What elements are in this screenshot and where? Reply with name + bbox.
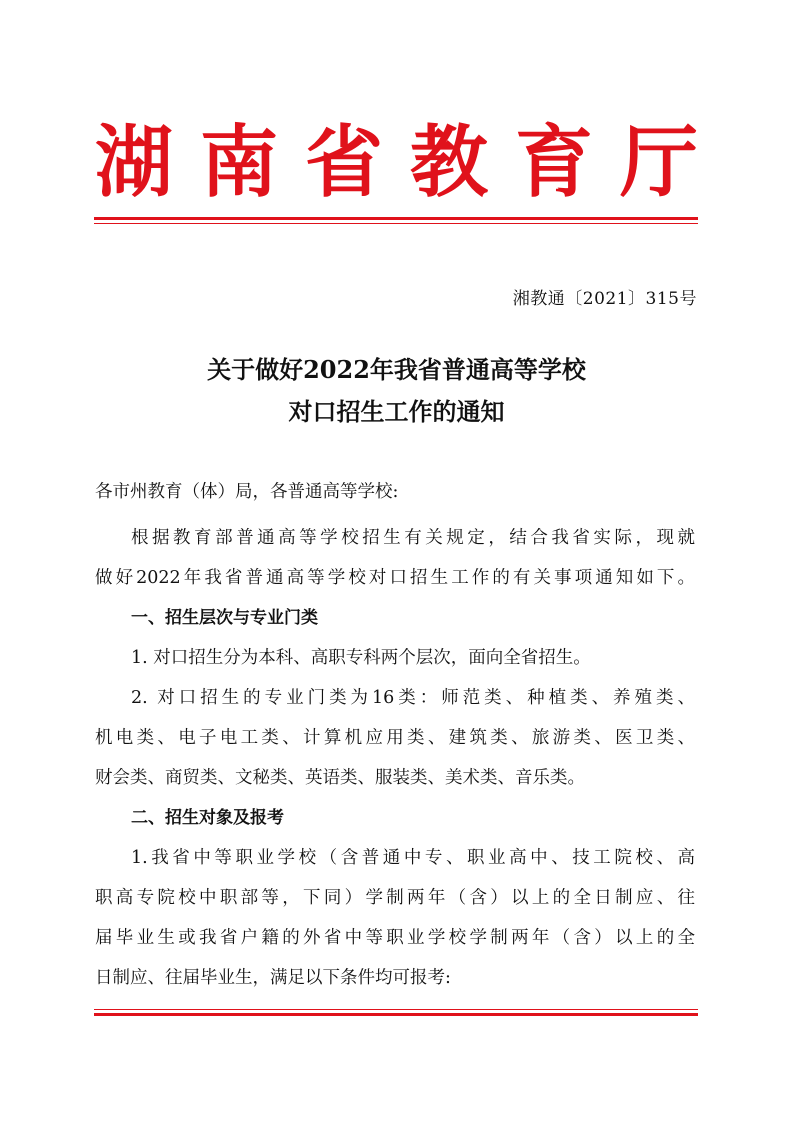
paragraph-line: 根据教育部普通高等学校招生有关规定，结合我省实际，现就	[131, 528, 695, 548]
paragraph-line: 届毕业生或我省户籍的外省中等职业学校学制两年（含）以上的全	[95, 928, 695, 948]
document-title-line-1: 关于做好2022年我省普通高等学校	[207, 355, 586, 384]
paragraph-line: 职高专院校中职部等，下同）学制两年（含）以上的全日制应、往	[95, 888, 695, 908]
footer-red-rule-thin	[94, 1009, 698, 1010]
header-red-rule-thin	[94, 223, 698, 224]
masthead-char: 省	[305, 117, 384, 208]
paragraph-line: 1. 对口招生分为本科、高职专科两个层次，面向全省招生。	[131, 648, 591, 668]
paragraph-line: 日制应、往届毕业生，满足以下条件均可报考:	[95, 968, 451, 988]
masthead-char: 教	[410, 117, 489, 208]
paragraph-line: 机电类、电子电工类、计算机应用类、建筑类、旅游类、医卫类、	[95, 728, 695, 748]
paragraph-line: 财会类、商贸类、文秘类、英语类、服装类、美术类、音乐类。	[95, 768, 585, 788]
section-heading: 二、招生对象及报考	[131, 808, 284, 828]
header-red-rule-thick	[94, 217, 698, 220]
masthead-char: 湖	[95, 117, 174, 208]
document-title-line-2: 对口招生工作的通知	[288, 397, 505, 426]
paragraph-line: 做好2022年我省普通高等学校对口招生工作的有关事项通知如下。	[95, 568, 695, 588]
masthead-char: 育	[515, 117, 594, 208]
paragraph-line: 1.我省中等职业学校（含普通中专、职业高中、技工院校、高	[131, 848, 695, 868]
masthead-char: 厅	[620, 117, 699, 208]
masthead-char: 南	[200, 117, 279, 208]
footer-red-rule-thick	[94, 1013, 698, 1016]
masthead-org-name	[95, 118, 698, 208]
salutation: 各市州教育（体）局，各普通高等学校:	[95, 482, 399, 502]
section-heading: 一、招生层次与专业门类	[131, 608, 318, 628]
paragraph-line: 2. 对口招生的专业门类为16类：师范类、种植类、养殖类、	[131, 688, 695, 708]
document-number: 湘教通〔2021〕315号	[512, 289, 697, 309]
